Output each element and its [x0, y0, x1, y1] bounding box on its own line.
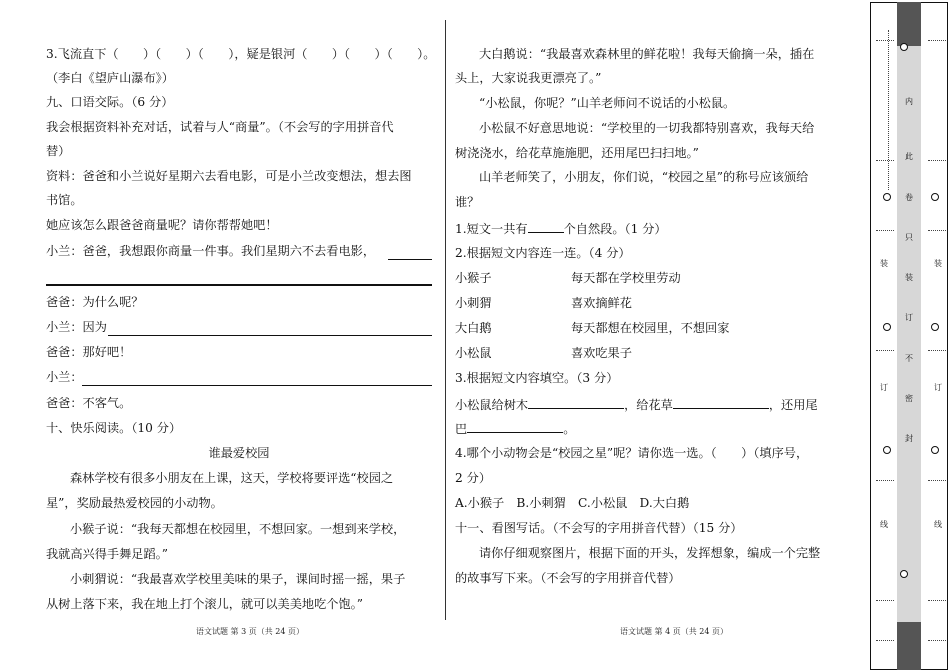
match-right-item[interactable]: 每天都在学校里劳动 [571, 271, 681, 285]
binding-char: 装 [905, 273, 913, 282]
dotted-row [876, 230, 894, 231]
dotted-row [928, 230, 946, 231]
story-paragraph-4a: 大白鹅说：“我最喜欢森林里的鲜花啦！我每天偷摘一朵，插在 [479, 47, 815, 61]
binding-char: 不 [905, 354, 913, 363]
section-9-title: 九、口语交际。（6 分） [46, 95, 174, 109]
binding-char: 封 [905, 434, 913, 443]
answer-blank-2[interactable] [108, 335, 432, 336]
question-3: 3.根据短文内容填空。（3 分） [455, 371, 619, 385]
match-left-item[interactable]: 小松鼠 [455, 346, 492, 360]
question-3-fill-line [455, 396, 818, 413]
question-3-blank-2[interactable] [673, 396, 769, 409]
binding-hole-icon [883, 446, 891, 454]
question-1-prefix: 1.短文一共有 [455, 222, 528, 236]
dotted-row [928, 640, 946, 641]
dotted-row [928, 480, 946, 481]
question-1-blank[interactable] [528, 220, 564, 233]
match-right-item[interactable]: 每天都想在校园里，不想回家 [571, 321, 730, 335]
section-11-instruction-2: 的故事写下来。（不会写的字用拼音代替） [455, 571, 681, 585]
binding-char: 订 [905, 313, 913, 322]
story-paragraph-7b: 谁？ [455, 195, 480, 209]
question-4b: 2 分） [455, 471, 492, 485]
dotted-row [876, 480, 894, 481]
story-paragraph-1a: 森林学校有很多小朋友在上课，这天，学校将要评选“校园之 [70, 471, 394, 485]
dialogue-line-2: 爸爸：为什么呢？ [46, 295, 144, 309]
match-right-item[interactable]: 喜欢摘鲜花 [571, 296, 632, 310]
dotted-row [876, 40, 894, 41]
binding-side-label: 订 [880, 383, 888, 392]
story-paragraph-6a: 小松鼠不好意思地说：“学校里的一切我都特别喜欢，我每天给 [479, 121, 815, 135]
story-paragraph-5: “小松鼠，你呢？”山羊老师问不说话的小松鼠。 [479, 96, 736, 110]
question-3-part-d: 巴 [455, 422, 468, 436]
binding-side-label: 线 [934, 520, 942, 529]
question-3-blank-1[interactable] [528, 396, 624, 409]
column-divider [445, 20, 446, 620]
dotted-row [876, 160, 894, 161]
question-3-blank-3[interactable] [467, 420, 563, 433]
story-paragraph-3b: 从树上落下来，我在地上打个滚儿，就可以美美地吃个饱。” [46, 597, 364, 611]
story-paragraph-4b: 头上，大家说我更漂亮了。” [455, 71, 602, 85]
story-title: 谁最爱校园 [208, 446, 270, 460]
match-left-item[interactable]: 小猴子 [455, 271, 492, 285]
binding-side-label: 订 [934, 383, 942, 392]
question-3-fill-line-2 [455, 420, 575, 437]
binding-char: 只 [905, 233, 913, 242]
story-paragraph-3a: 小刺猬说：“我最喜欢学校里美味的果子，课间时摇一摇，果子 [70, 572, 406, 586]
binding-hole-icon [900, 570, 908, 578]
binding-hole-icon [931, 446, 939, 454]
binding-dark-block-bottom [897, 622, 921, 670]
dialogue-line-1: 小兰：爸爸，我想跟你商量一件事。我们星期六不去看电影， [46, 244, 376, 258]
match-right-item[interactable]: 喜欢吃果子 [571, 346, 632, 360]
page-footer-left: 语文试题 第 3 页（共 24 页） [196, 627, 304, 636]
dialogue-line-6: 爸爸：不客气。 [46, 396, 132, 410]
binding-char: 此 [905, 152, 913, 161]
dialogue-line-4: 爸爸：那好吧！ [46, 345, 132, 359]
answer-line-full[interactable] [46, 284, 432, 286]
binding-hole-icon [931, 323, 939, 331]
dotted-row [928, 600, 946, 601]
poem-question-3: 3.飞流直下（ ）（ ）（ ），疑是银河（ ）（ ）（ ）。 [46, 47, 436, 61]
binding-hole-icon [883, 323, 891, 331]
dialogue-line-3: 小兰：因为 [46, 320, 107, 334]
section-11-instruction-1: 请你仔细观察图片，根据下面的开头，发挥想象，编成一个完整 [479, 546, 821, 560]
question-1 [455, 220, 667, 237]
binding-char: 内 [905, 97, 913, 106]
question-4-options[interactable]: A.小猴子 B.小刺猬 C.小松鼠 D.大白鹅 [455, 496, 690, 510]
section-9-instruction-2: 替） [46, 144, 71, 158]
dotted-row [876, 350, 894, 351]
question-3-part-a: 小松鼠给树木 [455, 398, 529, 412]
binding-dark-block-top [897, 2, 921, 46]
match-left-item[interactable]: 大白鹅 [455, 321, 492, 335]
question-3-part-c: ，还用尾 [768, 398, 818, 412]
answer-blank-1[interactable] [388, 259, 432, 260]
question-3-part-b: ，给花草 [624, 398, 673, 412]
match-left-item[interactable]: 小刺猬 [455, 296, 492, 310]
story-paragraph-2a: 小猴子说：“我每天都想在校园里，不想回家。一想到来学校， [70, 522, 406, 536]
binding-side-label: 装 [934, 259, 942, 268]
dotted-row [928, 160, 946, 161]
section-9-info-1: 资料：爸爸和小兰说好星期六去看电影，可是小兰改变想法，想去图 [46, 169, 412, 183]
story-paragraph-2b: 我就高兴得手舞足蹈。” [46, 547, 169, 561]
binding-side-label: 装 [880, 259, 888, 268]
section-9-instruction-1: 我会根据资料补充对话，试着与人“商量”。（不会写的字用拼音代 [46, 120, 394, 134]
section-9-info-2: 书馆。 [46, 193, 83, 207]
section-11-title: 十一、看图写话。（不会写的字用拼音代替）（15 分） [455, 521, 743, 535]
binding-hole-icon [900, 43, 908, 51]
dotted-row [928, 40, 946, 41]
question-1-suffix: 个自然段。（1 分） [563, 222, 667, 236]
question-4a: 4.哪个小动物会是“校园之星”呢？请你选一选。（ ）（填序号， [455, 446, 809, 460]
section-10-title: 十、快乐阅读。（10 分） [46, 421, 182, 435]
answer-blank-3[interactable] [82, 385, 432, 386]
binding-hole-icon [931, 193, 939, 201]
binding-char: 卷 [905, 193, 913, 202]
story-paragraph-7a: 山羊老师笑了，小朋友，你们说，“校园之星”的称号应该颁给 [479, 170, 809, 184]
poem-source: （李白《望庐山瀑布》） [46, 71, 174, 85]
dotted-row [928, 350, 946, 351]
dotted-line [888, 30, 889, 190]
binding-side-label: 线 [880, 520, 888, 529]
binding-char: 密 [905, 394, 913, 403]
dialogue-line-5: 小兰： [46, 370, 83, 384]
dotted-row [876, 600, 894, 601]
question-3-part-e: 。 [563, 422, 576, 436]
dotted-row [876, 640, 894, 641]
binding-margin [870, 0, 950, 672]
page-footer-right: 语文试题 第 4 页（共 24 页） [620, 627, 728, 636]
story-paragraph-6b: 树浇浇水，给花草施施肥，还用尾巴扫扫地。” [455, 146, 699, 160]
binding-gray-strip [897, 46, 921, 622]
question-2: 2.根据短文内容连一连。（4 分） [455, 246, 631, 260]
section-9-question: 她应该怎么跟爸爸商量呢？请你帮帮她吧！ [46, 218, 278, 232]
binding-hole-icon [883, 193, 891, 201]
story-paragraph-1b: 星”，奖励最热爱校园的小动物。 [46, 496, 223, 510]
